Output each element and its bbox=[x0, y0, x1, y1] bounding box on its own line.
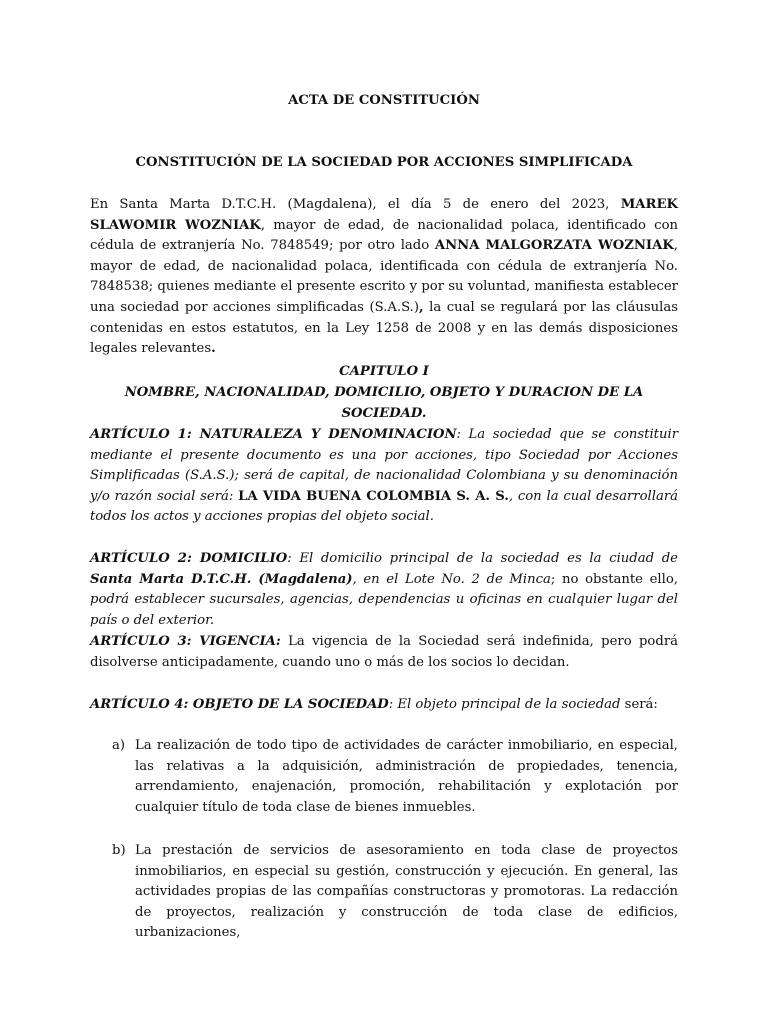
company-name: LA VIDA BUENA COLOMBIA S. A. S. bbox=[238, 488, 509, 504]
article-3-text: La vigencia de la Sociedad será indefinida, pero podrá disolverse anticipadamente, cuando uno o más de los socios lo decidan. bbox=[90, 634, 678, 670]
founder-name-2: ANNA MALGORZATA WOZNIAK bbox=[434, 238, 674, 254]
article-4-heading: ARTÍCULO 4: OBJETO DE LA SOCIEDAD bbox=[90, 697, 389, 712]
intro-text-2: , mayor de edad, de nacionalidad polaca, identificado con cédula de extranjería No. 7848549; por otro lado bbox=[90, 217, 679, 254]
article-1-text-2: , con la cual desarrollará todos los actos y acciones propias del objeto social. bbox=[90, 488, 678, 525]
article-2 bbox=[90, 549, 678, 631]
list-item bbox=[90, 736, 678, 818]
article-1-heading: ARTÍCULO 1: NATURALEZA Y DENOMINACION bbox=[90, 427, 457, 442]
intro-period: . bbox=[211, 341, 216, 357]
article-2-text-3: ; no obstante ello, bbox=[550, 571, 678, 587]
intro-text-3: , mayor de edad, de nacionalidad polaca, identificada con cédula de extranjería No. 7848538; quienes mediante el presente escrito y por su voluntad, manifiesta establecer una sociedad por acciones simplificadas (S.A.S.) bbox=[90, 238, 678, 315]
intro-text-4: la cual se regulará por las cláusulas contenidas en estos estatutos, en la Ley 1258 de 2008 y en las demás disposiciones legales relevantes bbox=[90, 299, 678, 357]
article-2-heading: ARTÍCULO 2: DOMICILIO bbox=[90, 551, 288, 566]
intro-text-1: En Santa Marta D.T.C.H. (Magdalena), el día 5 de enero del 2023, bbox=[90, 197, 621, 212]
domicile-city: Santa Marta D.T.C.H. (Magdalena) bbox=[90, 571, 353, 587]
article-2-text-1: : El domicilio principal de la sociedad es la ciudad de bbox=[287, 551, 678, 566]
intro-comma: , bbox=[419, 299, 424, 315]
intro-paragraph bbox=[90, 195, 678, 360]
document-subtitle: CONSTITUCIÓN DE LA SOCIEDAD POR ACCIONES SIMPLIFICADA bbox=[135, 155, 633, 170]
article-1-text-1: : La sociedad que se constituir mediante el presente documento es una por acciones, tipo Sociedad por Acciones Simplificadas (S.A.S.); será de capital, de nacionalidad Colombiana y su denominación y/o razón social será: bbox=[90, 427, 678, 504]
article-4-text-2: será: bbox=[620, 697, 658, 712]
article-2-text-4: podrá establecer sucursales, agencias, dependencias u oficinas en cualquier lugar del país o del exterior. bbox=[90, 592, 678, 628]
chapter-title: NOMBRE, NACIONALIDAD, DOMICILIO, OBJETO Y DURACION DE LA SOCIEDAD. bbox=[124, 385, 644, 421]
list-item-text: La prestación de servicios de asesoramiento en toda clase de proyectos inmobiliarios, en especial su gestión, construcción y ejecución. En general, las actividades propias de las compañías constructoras y promotoras. La redacción de proyectos, realización y construcción de toda clase de edificios, urbanizaciones, bbox=[135, 843, 678, 941]
article-3 bbox=[90, 632, 678, 673]
article-3-heading: ARTÍCULO 3: VIGENCIA: bbox=[90, 634, 281, 649]
article-4 bbox=[90, 695, 678, 716]
founder-name-1: MAREK SLAWOMIR WOZNIAK bbox=[90, 197, 678, 233]
list-item-text: La realización de todo tipo de actividades de carácter inmobiliario, en especial, las relativas a la adquisición, administración de propiedades, tenencia, arrendamiento, enajenación, promoción, rehabilitación y explotación por cualquier título de toda clase de bienes inmuebles. bbox=[135, 738, 678, 815]
list-item-label: a) bbox=[112, 738, 126, 753]
article-4-text-1: : El objeto principal de la sociedad bbox=[388, 697, 621, 712]
article-1 bbox=[90, 425, 678, 528]
document-title: ACTA DE CONSTITUCIÓN bbox=[288, 93, 480, 108]
list-item-label: b) bbox=[112, 843, 126, 858]
chapter-number: CAPITULO I bbox=[339, 364, 429, 379]
article-2-text-2: , en el Lote No. 2 de Minca bbox=[352, 571, 551, 587]
list-item bbox=[90, 841, 678, 944]
